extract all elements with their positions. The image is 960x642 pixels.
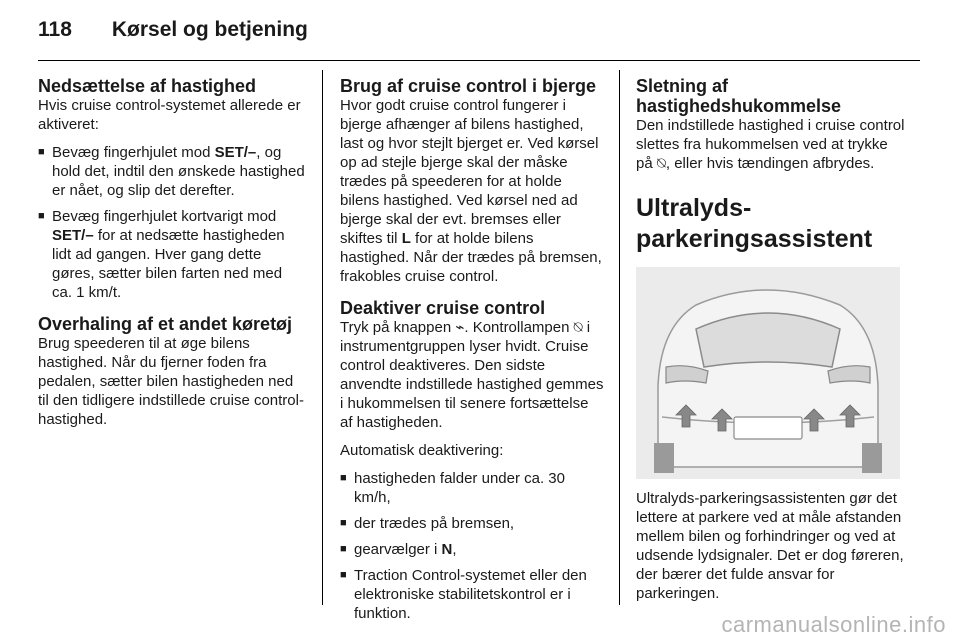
- text: Tryk på knappen: [340, 319, 456, 336]
- list-item: [340, 540, 604, 559]
- text: , og hold det, indtil den ønskede hastighed er nået, og slip det derefter.: [52, 144, 305, 199]
- text: , eller hvis tændingen afbrydes.: [665, 155, 875, 172]
- list-item: ■ hastigheden falder under ca. 30 km/h,: [340, 469, 604, 507]
- column-divider-1: [322, 70, 323, 605]
- bold-text: SET/–: [214, 144, 257, 161]
- cruise-control-lamp-icon: ⍉: [656, 155, 666, 172]
- section-heading: Deaktiver cruise control: [340, 298, 546, 318]
- section-heading: Overhaling af et andet køretøj: [38, 314, 293, 334]
- watermark: carmanualsonline.info: [721, 612, 946, 637]
- list-item: [38, 143, 306, 200]
- page-header: [38, 18, 308, 42]
- bold-text: N: [441, 541, 453, 558]
- list-item: ■ Traction Control-systemet eller den elektroniske stabilitetskontrol er i funktion.: [340, 566, 604, 623]
- text: Den indstillede hastighed i cruise control slettes fra hukommelsen ved at trykke på: [636, 117, 905, 172]
- section-heading: Nedsættelse af hastighed: [38, 76, 257, 96]
- text: gearvælger i: [354, 541, 442, 558]
- text: for at nedsætte hastigheden lidt ad gangen. Hver gang dette gøres, sætter bilen farten ned med ca. 1 km/t.: [52, 227, 285, 301]
- column-divider-2: [619, 70, 620, 605]
- column-1: [38, 76, 306, 438]
- paragraph: Automatisk deaktivering:: [340, 442, 504, 459]
- section-heading: Brug af cruise control i bjerge: [340, 76, 597, 96]
- paragraph: Hvis cruise control-systemet allerede er aktiveret:: [38, 97, 301, 133]
- list-item: [38, 207, 306, 302]
- cruise-control-lamp-icon: ⍉: [573, 319, 583, 336]
- text: Bevæg fingerhjulet mod: [52, 144, 215, 161]
- paragraph: Brug speederen til at øge bilens hastighed. Når du fjerner foden fra pedalen, sætter bilen hastigheden ned til den tidligere indstillede cruise control-hastighed.: [38, 335, 304, 428]
- paragraph: Ultralyds-parkeringsassistenten gør det lettere at parkere ved at måle afstanden mellem bilen og forhindringer og ved at udsende lydsignaler. Det er dog føreren, der bærer det fulde ansvar for parkeringen.: [636, 490, 904, 602]
- text: Bevæg fingerhjulet kortvarigt mod: [52, 208, 277, 225]
- text: Hvor godt cruise control fungerer i bjerge afhænger af bilens hastighed, last og hvor stejlt bjerget er. Ved kørsel op ad stejle bjerge skal der måske trædes på speederen for at holde bilens hastighed. Ved kørsel ned ad bjerge skal der evt. bremses eller skiftes til: [340, 97, 599, 247]
- column-2: [340, 76, 604, 632]
- text: . Kontrollampen: [464, 319, 574, 336]
- paragraph: [340, 96, 604, 286]
- list-item: ■ der trædes på bremsen,: [340, 514, 604, 533]
- cruise-control-button-icon: ⌁: [455, 319, 465, 336]
- column-3: [636, 76, 906, 612]
- text: ,: [452, 541, 457, 558]
- section-heading: Sletning af hastighedshukommelse: [636, 76, 842, 116]
- bullet-list: [38, 143, 306, 302]
- header-rule: [38, 60, 920, 61]
- car-rear-illustration: [636, 267, 900, 479]
- bullet-list: [340, 469, 604, 623]
- page-number: 118: [38, 18, 72, 41]
- chapter-heading: Ultralyds-parkeringsassistent: [636, 194, 873, 253]
- paragraph: [636, 116, 906, 173]
- text: for at holde bilens hastighed. Når der trædes på bremsen, frakobles cruise control.: [340, 230, 602, 285]
- bold-text: SET/–: [52, 227, 94, 244]
- bold-text: L: [401, 230, 411, 247]
- paragraph: [340, 318, 604, 432]
- chapter-title: Kørsel og betjening: [111, 18, 308, 41]
- text: i instrumentgruppen lyser hvidt. Cruise control deaktiveres. Den sidste anvendte indstillede hastighed gemmes i hukommelsen til senere fortsættelse af hastigheden.: [340, 319, 604, 431]
